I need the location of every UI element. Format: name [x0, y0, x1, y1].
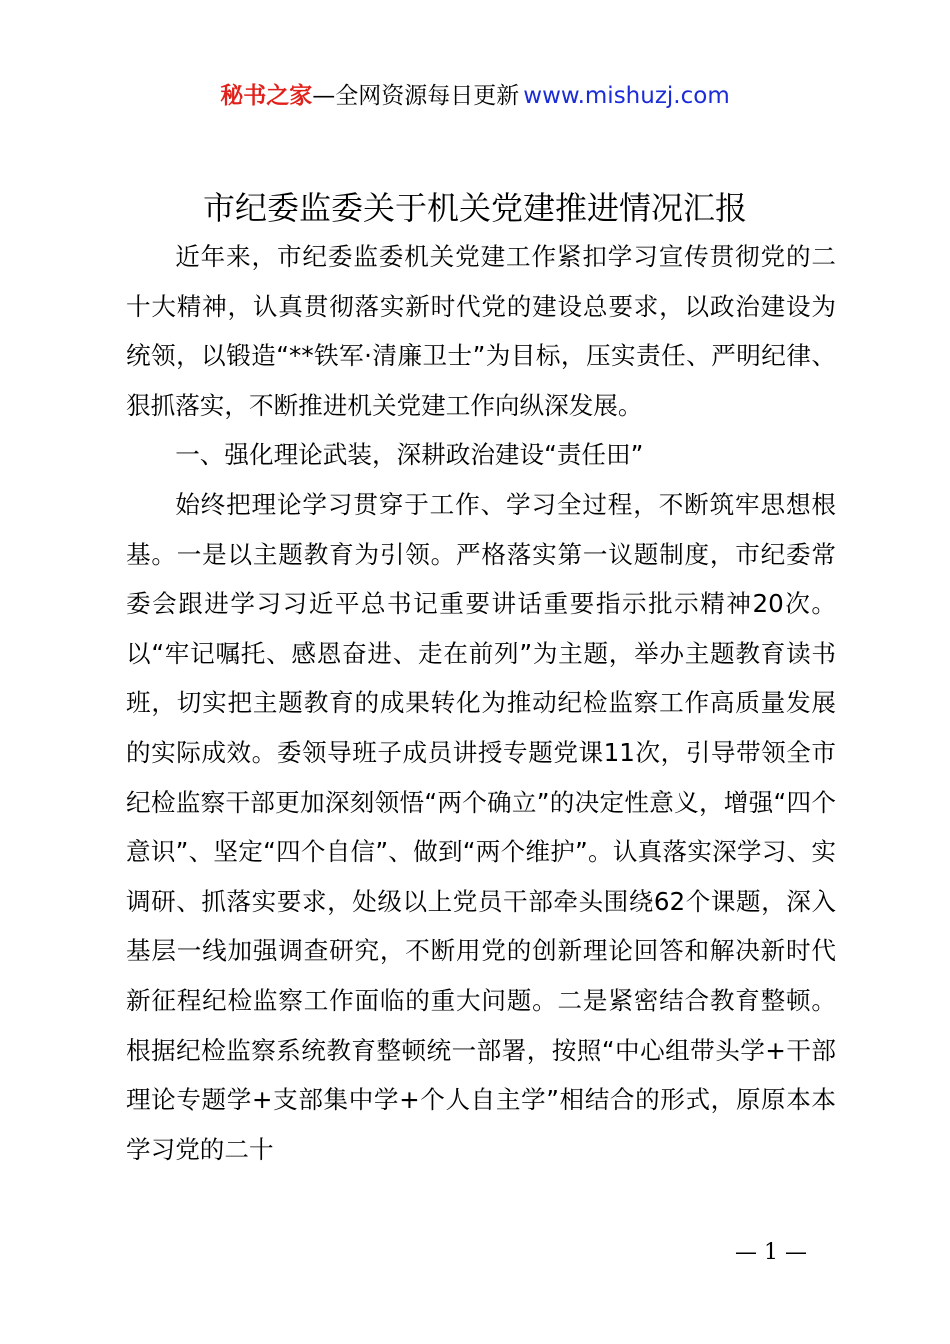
document-body	[126, 232, 836, 1174]
header-tagline: —全网资源每日更新	[312, 83, 520, 109]
brand-name: 秘书之家	[220, 83, 313, 109]
page-number: — 1 —	[735, 1240, 807, 1265]
section-paragraph: 始终把理论学习贯穿于工作、学习全过程，不断筑牢思想根基。一是以主题教育为引领。严格落实第一议题制度，市纪委常委会跟进学习习近平总书记重要讲话重要指示批示精神20次。以“牢记嘱托、感恩奋进、走在前列”为主题，举办主题教育读书班，切实把主题教育的成果转化为推动纪检监察工作高质量发展的实际成效。委领导班子成员讲授专题党课11次，引导带领全市纪检监察干部更加深刻领悟“两个确立”的决定性意义，增强“四个意识”、坚定“四个自信”、做到“两个维护”。认真落实深学习、实调研、抓落实要求，处级以上党员干部牵头围绕62个课题，深入基层一线加强调查研究，不断用党的创新理论回答和解决新时代新征程纪检监察工作面临的重大问题。二是紧密结合教育整顿。根据纪检监察系统教育整顿统一部署，按照“中心组带头学+干部理论专题学+支部集中学+个人自主学”相结合的形式，原原本本学习党的二十	[126, 489, 836, 1164]
section-heading: 一、强化理论武装，深耕政治建设“责任田”	[175, 440, 644, 470]
document-title: 市纪委监委关于机关党建推进情况汇报	[202, 189, 747, 227]
site-url-link[interactable]: www.mishuzj.com	[523, 83, 730, 109]
site-header	[0, 80, 950, 112]
intro-paragraph: 近年来，市纪委监委机关党建工作紧扣学习宣传贯彻党的二十大精神，认真贯彻落实新时代党的建设总要求，以政治建设为统领，以锻造“**铁军·清廉卫士”为目标，压实责任、严明纪律、狠抓落实，不断推进机关党建工作向纵深发展。	[126, 242, 836, 420]
